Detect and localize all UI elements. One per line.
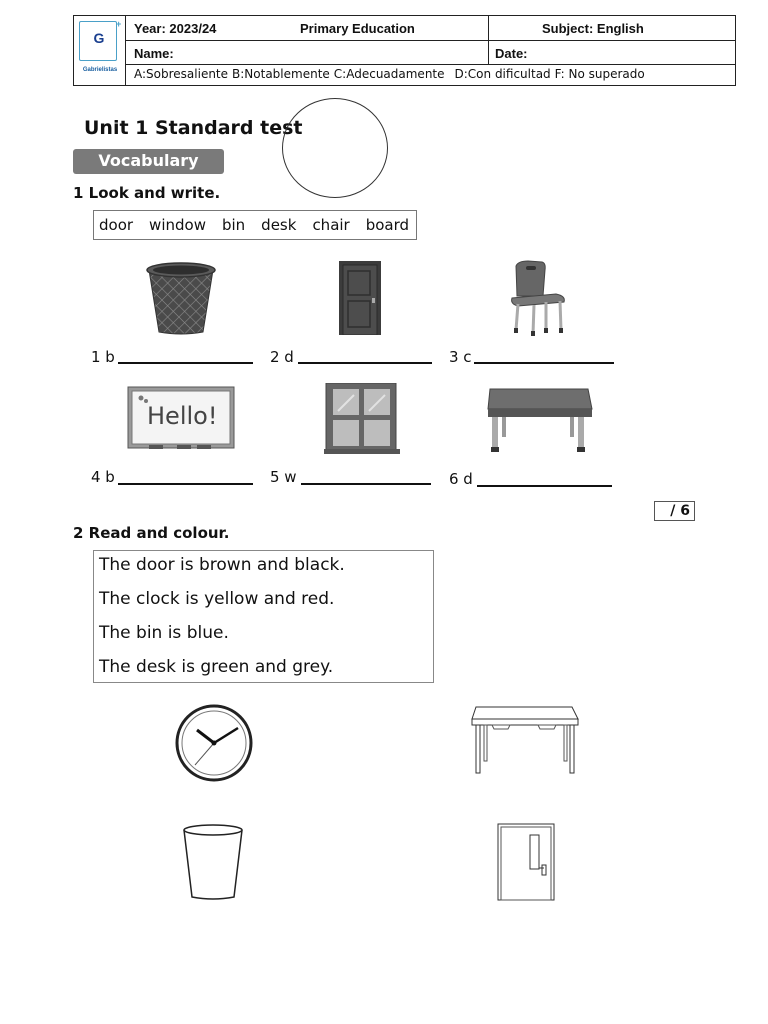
grade-circle[interactable] (282, 98, 388, 198)
date-field[interactable]: Date: (495, 46, 528, 61)
door-icon (339, 261, 381, 335)
desk-icon (486, 387, 594, 453)
word-bank-item: window (149, 216, 206, 234)
word-bank-item: desk (261, 216, 297, 234)
word-bank-item: board (365, 216, 410, 234)
board-text: Hello! (147, 402, 218, 430)
grade-d: D:Con dificultad (454, 67, 551, 81)
bin-icon (145, 260, 217, 336)
answer-line-1[interactable] (118, 362, 253, 364)
year-label: Year: 2023/24 (134, 21, 217, 36)
word-bank-item: bin (221, 216, 246, 234)
clock-icon[interactable] (174, 703, 254, 783)
header-row-3 (126, 65, 736, 85)
word-bank-item: door (99, 216, 134, 234)
logo-cell (74, 16, 126, 85)
answer-line-6[interactable] (477, 485, 612, 487)
page-title: Unit 1 Standard test (84, 117, 303, 139)
answer-prompt-5: 5 w (270, 468, 297, 486)
logo-plus-icon: + (116, 19, 122, 29)
answer-prompt-3: 3 c (449, 348, 472, 366)
question-2-title: 2 Read and colour. (73, 524, 230, 542)
sentence-1: The door is brown and black. (99, 555, 345, 575)
question-1-title: 1 Look and write. (73, 184, 221, 202)
name-field[interactable]: Name: (134, 46, 174, 61)
section-label: Vocabulary (73, 149, 224, 174)
score-box: / 6 (654, 501, 695, 521)
header-row-2 (126, 41, 736, 65)
answer-line-2[interactable] (298, 362, 432, 364)
sentence-2: The clock is yellow and red. (99, 589, 335, 609)
logo-letter: G (93, 30, 105, 46)
stage-label: Primary Education (300, 21, 415, 36)
door-outline-icon[interactable] (497, 823, 555, 901)
board-icon (127, 386, 237, 452)
header-table (73, 15, 736, 86)
grade-f: F: No superado (554, 67, 645, 81)
school-logo (79, 19, 122, 61)
answer-prompt-1: 1 b (91, 348, 115, 366)
window-icon (324, 383, 400, 455)
sentence-box (93, 550, 434, 683)
grade-a: A:Sobresaliente (134, 67, 229, 81)
sentence-4: The desk is green and grey. (99, 657, 334, 677)
grade-c: C:Adecuadamente (333, 67, 445, 81)
answer-prompt-4: 4 b (91, 468, 115, 486)
answer-prompt-6: 6 d (449, 470, 473, 488)
word-bank-item: chair (312, 216, 350, 234)
subject-label: Subject: English (542, 21, 644, 36)
logo-text: Gabrielistas (82, 67, 118, 73)
answer-line-3[interactable] (474, 362, 614, 364)
desk-outline-icon[interactable] (470, 705, 582, 777)
chair-icon (508, 260, 568, 336)
sentence-3: The bin is blue. (99, 623, 229, 643)
grade-scale (134, 67, 649, 81)
answer-prompt-2: 2 d (270, 348, 294, 366)
word-bank (93, 210, 417, 240)
header-row-1 (126, 16, 736, 41)
grade-b: B:Notablemente (232, 67, 330, 81)
bin-outline-icon[interactable] (181, 823, 245, 901)
answer-line-4[interactable] (118, 483, 253, 485)
answer-line-5[interactable] (301, 483, 431, 485)
